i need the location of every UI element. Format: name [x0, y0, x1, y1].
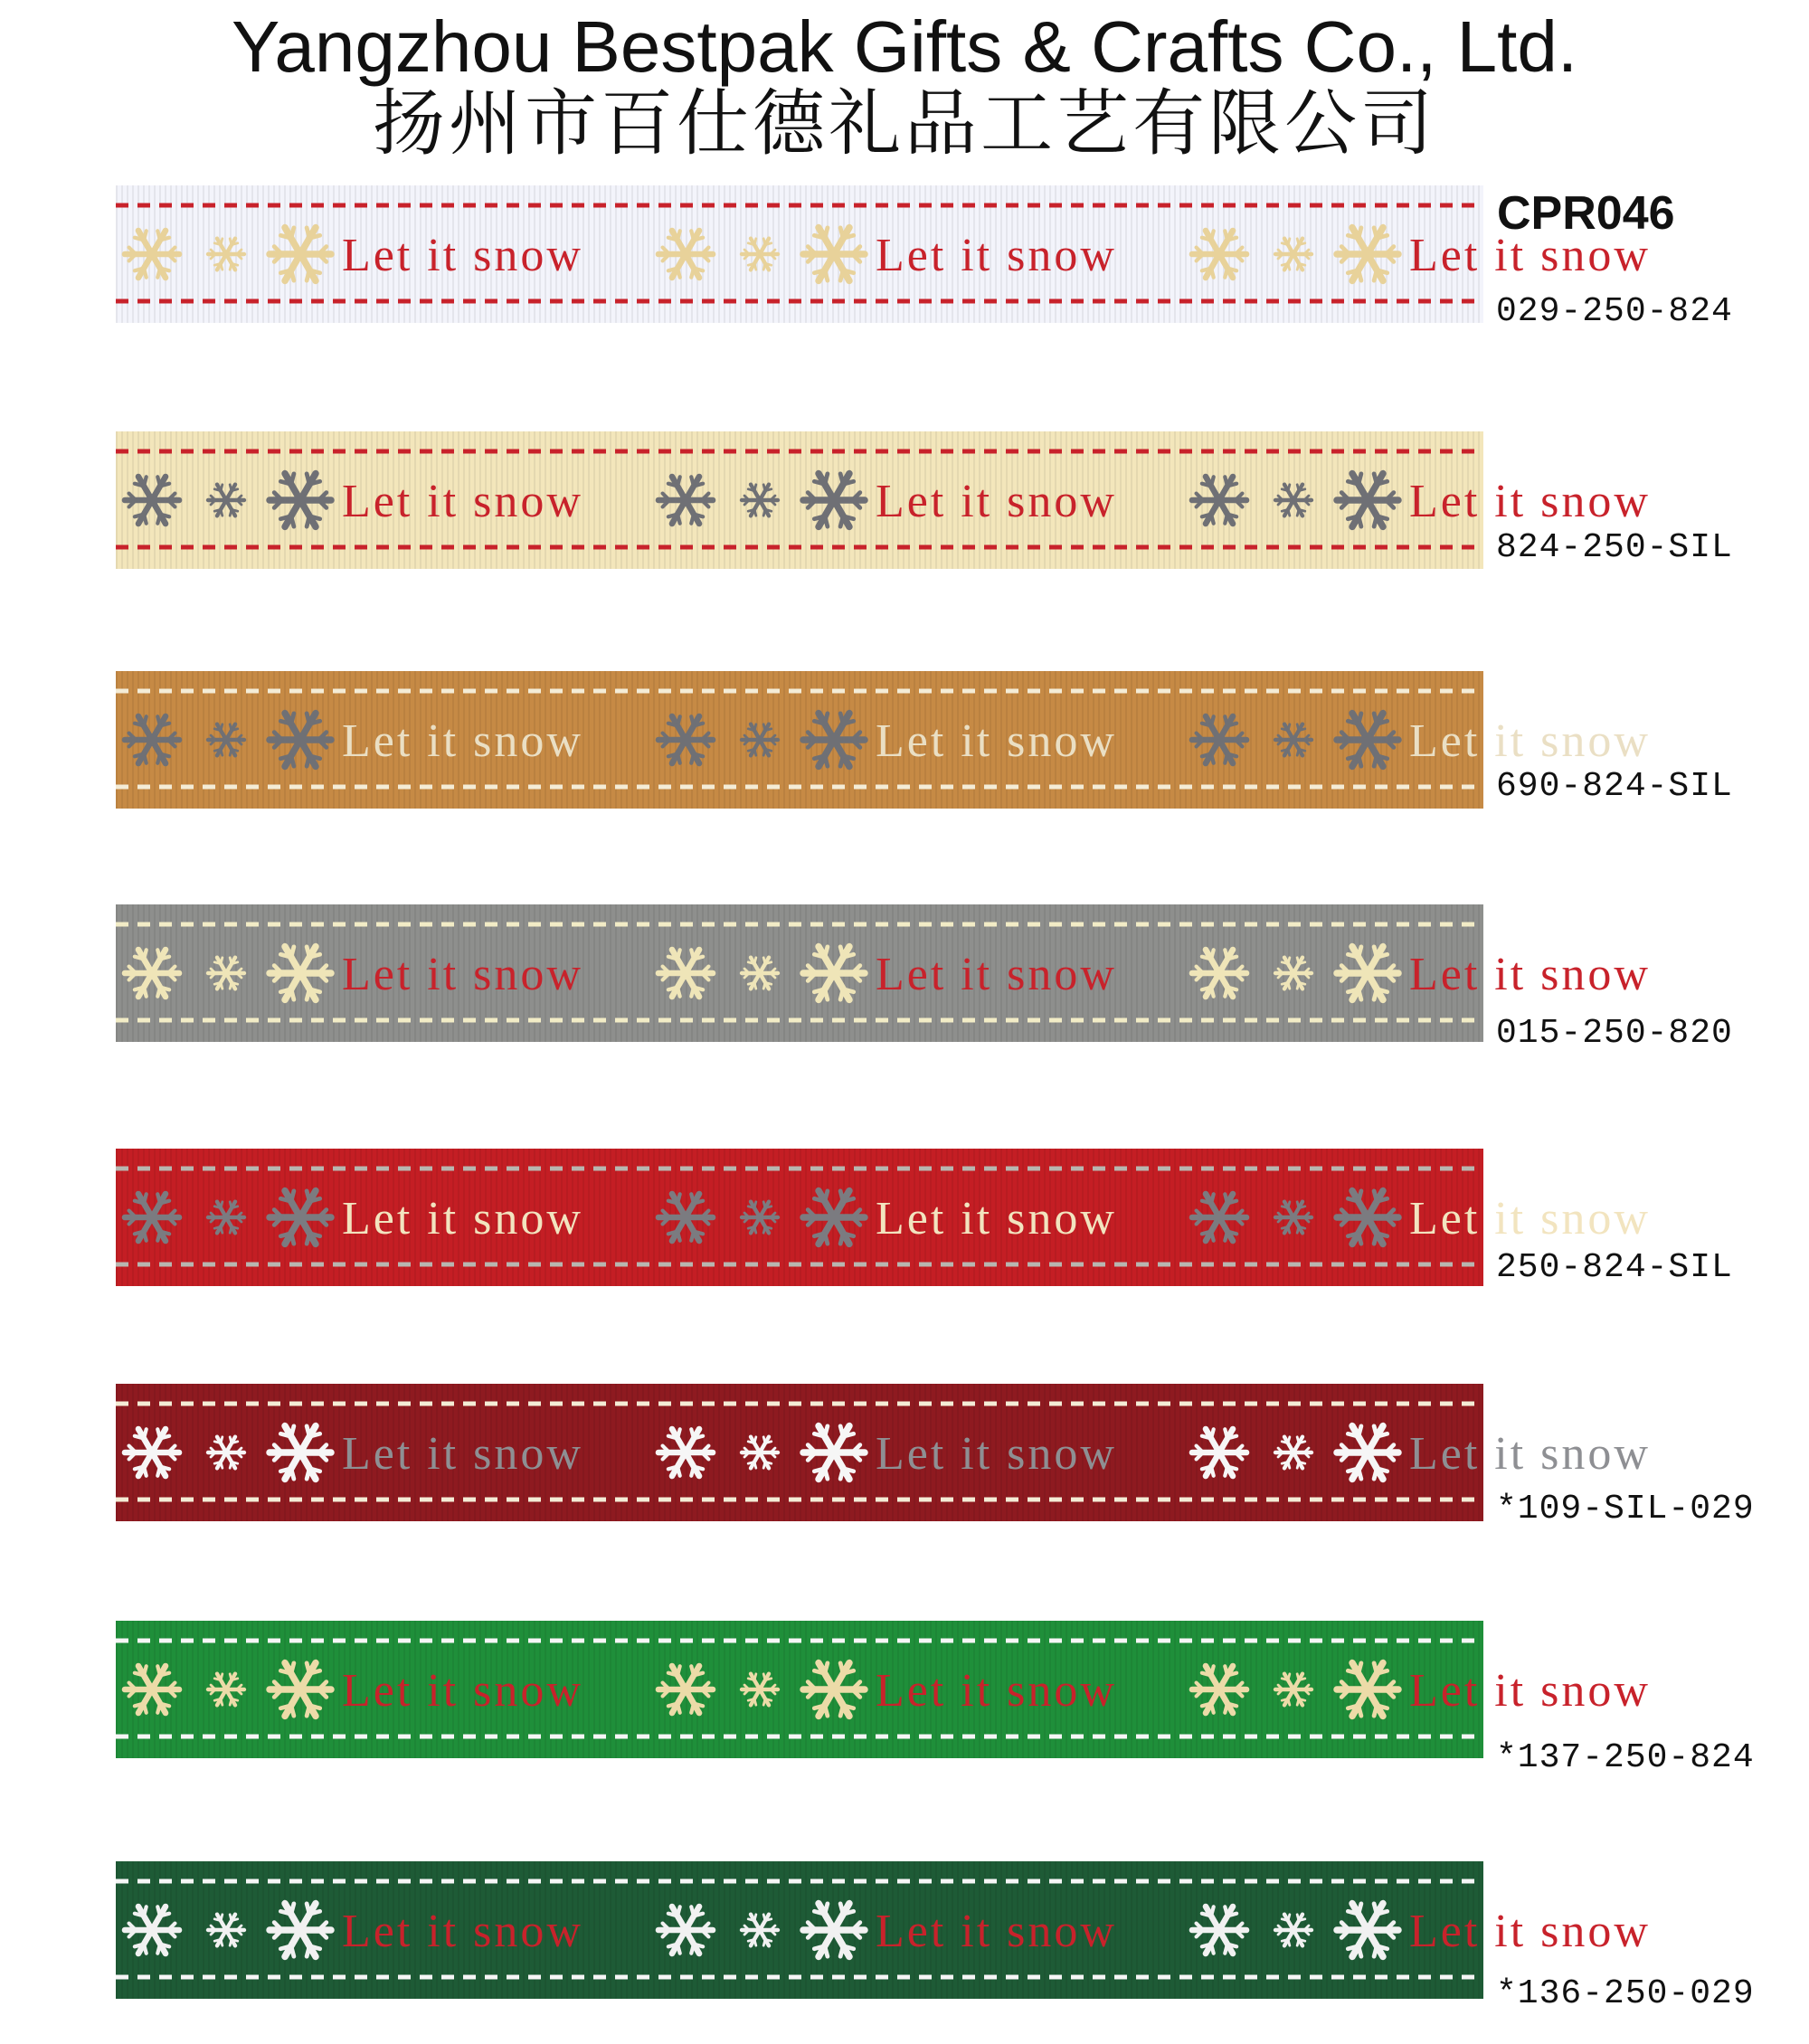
ribbon-motif-text: Let it snow: [876, 1906, 1117, 1957]
ribbon-motif-text: Let it snow: [1409, 1906, 1651, 1957]
color-code-label: *109-SIL-029: [1496, 1490, 1755, 1528]
ribbon-swatch: [116, 1861, 1651, 1999]
ribbon-motif-text: Let it snow: [342, 476, 583, 527]
ribbon-motif-text: Let it snow: [342, 1665, 583, 1717]
ribbon-graphic: [116, 904, 1651, 1042]
ribbon-motif-text: Let it snow: [1409, 715, 1651, 767]
company-name-english: Yangzhou Bestpak Gifts & Crafts Co., Ltd.: [231, 6, 1578, 87]
ribbon-motif-text: Let it snow: [876, 1428, 1117, 1480]
ribbon-motif-text: Let it snow: [342, 230, 583, 281]
ribbon-motif-text: Let it snow: [342, 1428, 583, 1480]
ribbon-swatch: [116, 904, 1651, 1042]
ribbon-motif-text: Let it snow: [1409, 949, 1651, 1000]
ribbon-motif-text: Let it snow: [342, 1906, 583, 1957]
ribbon-motif-text: Let it snow: [876, 1665, 1117, 1717]
ribbon-motif-text: Let it snow: [876, 949, 1117, 1000]
company-name-chinese: 扬州市百仕德礼品工艺有限公司: [373, 81, 1436, 166]
color-code-label: 015-250-820: [1496, 1014, 1733, 1053]
color-code-label: *137-250-824: [1496, 1738, 1755, 1777]
ribbon-graphic: [116, 1621, 1651, 1758]
ribbon-motif-text: Let it snow: [1409, 476, 1651, 527]
model-code: CPR046: [1497, 187, 1675, 240]
ribbon-motif-text: Let it snow: [342, 715, 583, 767]
ribbon-motif-text: Let it snow: [876, 715, 1117, 767]
ribbon-motif-text: Let it snow: [1409, 1193, 1651, 1244]
ribbon-motif-text: Let it snow: [1409, 1665, 1651, 1717]
ribbon-graphic: [116, 1861, 1651, 1999]
ribbon-motif-text: Let it snow: [1409, 1428, 1651, 1480]
ribbon-motif-text: Let it snow: [342, 949, 583, 1000]
color-code-label: 250-824-SIL: [1496, 1248, 1733, 1287]
ribbon-motif-text: Let it snow: [876, 476, 1117, 527]
color-code-label: *136-250-029: [1496, 1974, 1755, 2013]
ribbon-swatch: [116, 1621, 1651, 1758]
ribbon-motif-text: Let it snow: [342, 1193, 583, 1244]
color-code-label: 824-250-SIL: [1496, 528, 1733, 567]
ribbon-motif-text: Let it snow: [876, 1193, 1117, 1244]
color-code-label: 690-824-SIL: [1496, 767, 1733, 806]
ribbon-motif-text: Let it snow: [1409, 230, 1651, 281]
ribbon-graphic: [116, 1384, 1651, 1521]
color-code-label: 029-250-824: [1496, 292, 1733, 331]
ribbon-motif-text: Let it snow: [876, 230, 1117, 281]
ribbon-swatch: [116, 1384, 1651, 1521]
